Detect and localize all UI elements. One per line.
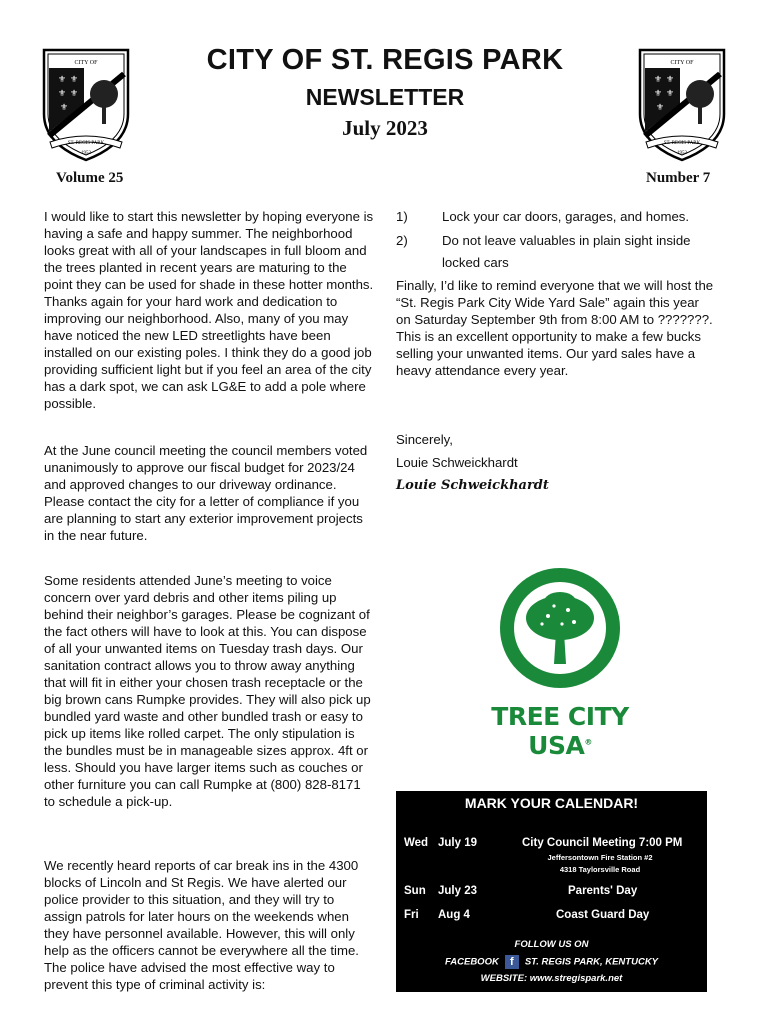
facebook-icon[interactable]: f: [505, 955, 519, 969]
follow-us: FOLLOW US ON: [514, 939, 589, 950]
svg-text:⚜: ⚜: [70, 88, 79, 98]
website-link[interactable]: WEBSITE: www.stregispark.net: [480, 973, 623, 984]
newsletter-title: CITY OF ST. REGIS PARK: [206, 44, 564, 76]
svg-text:CITY OF: CITY OF: [74, 60, 98, 66]
event-name: Coast Guard Day: [556, 909, 650, 921]
paragraph-car-break-ins: We recently heard reports of car break ins in the 4300 blocks of Lincoln and St Regis. We have alerted our police provider to this situation, and they will try to assign patrols for later hours on the weekends when they have personnel available. However, this will only help as the officers cannot be everywhere all the time. The police have advised the most effective way to prevent this type of criminal activity is:: [44, 858, 359, 992]
paragraph-summer: I would like to start this newsletter by hoping everyone is having a safe and happy summer. The neighborhood looks great with all of your landscapes in full bloom and the trees planted in recent years are maturing to the point they can be used for shade in these hotter months. Thanks again for your hard work and dedication to improving our neighborhood. Also, many of you may have noticed the new LED streetlights have been installed on our existing poles. I think they do a good job providing sufficient light but if you feel an area of the city has a dark spot, we can ask LG&E to add a pole where possible.: [44, 209, 374, 411]
event-day: Wed: [404, 837, 429, 849]
event-name: Parents' Day: [568, 885, 638, 897]
tree-city-usa-label: TREE CITY USA®: [491, 702, 629, 760]
event-date: July 23: [438, 885, 477, 897]
svg-text:⚜: ⚜: [654, 88, 663, 98]
event-day: Sun: [404, 885, 426, 897]
newsletter-subtitle: NEWSLETTER: [305, 84, 465, 110]
event-date: Aug 4: [438, 909, 470, 921]
svg-text:⚜: ⚜: [58, 88, 67, 98]
closing: Sincerely,: [396, 432, 453, 447]
svg-text:⚜: ⚜: [60, 102, 69, 112]
svg-text:1953: 1953: [677, 151, 687, 156]
event-name: City Council Meeting 7:00 PM: [522, 837, 683, 849]
volume-label: Volume 25: [56, 170, 124, 186]
tree-city-usa-logo-icon: [498, 566, 622, 690]
paragraph-yard-sale: Finally, I’d like to remind everyone that we will host the “St. Regis Park City Wide Yard Sale” again this year on Saturday September 9th from 8:00 AM to ???????. This is an excellent opportunity to make a few bucks selling your unwanted items. Our yard sales have a heavy attendance every year.: [396, 278, 714, 378]
svg-text:⚜: ⚜: [656, 102, 665, 112]
paragraph-yard-debris: Some residents attended June’s meeting to voice concern over yard debris and other items piling up behind their neighbor’s garages. Please be cognizant of the fact others will have to look at this. You can dispose of all your unwanted items on Tuesday trash days. Our sanitation contract allows you to throw away anything that will fit in either your chosen trash receptacle or the big brown cans Rumpke provides. They will also pick up bundled yard waste and other bundled trash or easy to pick up items like rolled carpet. The only stipulation is the bundles must be in manageable sizes approx. 4ft or less. Should you have larger items such as couches or other furniture you can call Rumpke at (800) 828-8171 to schedule a pick-up.: [44, 573, 371, 809]
event-address: 4318 Taylorsville Road: [559, 865, 641, 874]
author-name: Louie Schweickhardt: [396, 455, 518, 470]
svg-text:1953: 1953: [81, 151, 91, 156]
svg-text:⚜: ⚜: [666, 74, 675, 84]
signature: Louie Schweickhardt: [396, 478, 549, 493]
svg-text:⚜: ⚜: [654, 74, 663, 84]
event-day: Fri: [404, 909, 419, 921]
event-location: Jeffersontown Fire Station #2: [547, 853, 653, 862]
svg-text:⚜: ⚜: [58, 74, 67, 84]
svg-text:ST. REGIS PARK: ST. REGIS PARK: [663, 141, 701, 146]
facebook-line[interactable]: FACEBOOK f ST. REGIS PARK, KENTUCKY: [444, 956, 659, 968]
mark-your-calendar-box: [396, 791, 707, 992]
issue-date: July 2023: [342, 116, 428, 140]
event-date: July 19: [438, 837, 477, 849]
svg-text:CITY OF: CITY OF: [670, 60, 694, 66]
number-label: Number 7: [646, 170, 711, 186]
svg-text:ST. REGIS PARK: ST. REGIS PARK: [67, 141, 105, 146]
svg-text:⚜: ⚜: [70, 74, 79, 84]
paragraph-council: At the June council meeting the council members voted unanimously to approve our fiscal budget for 2023/24 and approved changes to our driveway ordinance. Please contact the city for a letter of compliance if you are planning to start any exterior improvement projects in the near future.: [44, 443, 368, 543]
calendar-heading: MARK YOUR CALENDAR!: [464, 795, 639, 811]
svg-text:⚜: ⚜: [666, 88, 675, 98]
